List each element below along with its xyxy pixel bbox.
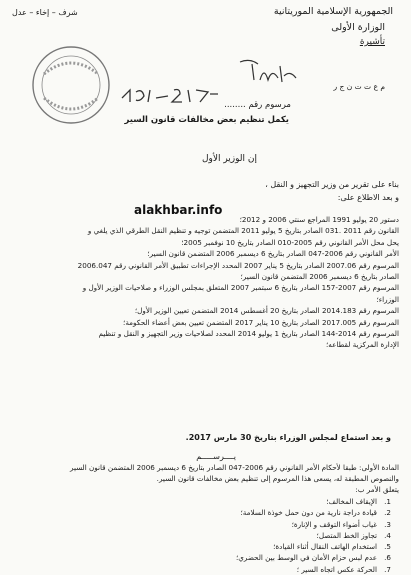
item-text: تجاوز الخط المتصل؛ bbox=[316, 530, 377, 540]
list-item bbox=[236, 496, 391, 507]
visa-label: تأشيرة bbox=[359, 37, 385, 47]
reference-code: م ع ت ت ن ج ر bbox=[333, 82, 385, 91]
list-item: دستور 20 يوليو 1991 المراجع سنتي 2006 و 2012؛ bbox=[239, 215, 399, 224]
list-item bbox=[236, 530, 391, 541]
item-number: 6. bbox=[384, 553, 391, 563]
list-item: المرسوم رقم 2017.005 الصادر بتاريخ 10 يناير 2017 المتضمن تعيين بعض أعضاء الحكومة؛ bbox=[123, 317, 399, 327]
ministry-name: الوزارة الأولى bbox=[331, 22, 385, 33]
item-text: الحركة عكس اتجاه السير ؛ bbox=[296, 564, 377, 574]
item-number: 4. bbox=[384, 530, 391, 540]
republic-name: الجمهورية الإسلامية الموريتانية bbox=[273, 6, 393, 17]
list-item bbox=[236, 507, 391, 518]
list-item bbox=[236, 541, 391, 552]
article-one bbox=[11, 462, 399, 484]
item-number: 2. bbox=[384, 508, 391, 518]
proposal-line: بناء على تقرير من وزير التجهيز و النقل ، bbox=[265, 180, 399, 189]
list-item: الصادر بتاريخ 6 ديسمبر 2006 المتضمن قانون السير؛ bbox=[240, 272, 399, 282]
item-text: قيادة دراجة نارية من دون حمل خوذة السلامة؛ bbox=[240, 508, 377, 518]
concerns-line: يتعلق الأمر ب: bbox=[355, 485, 399, 494]
item-number: 3. bbox=[384, 519, 391, 529]
list-item: المرسوم رقم 2007-157 الصادر بتاريخ 6 سبتمبر 2007 المتعلق بمجلس الوزراء و صلاحيات الوزير الأول و bbox=[82, 283, 399, 293]
decree-separator: يــــرســـــم bbox=[196, 452, 236, 461]
item-number: 5. bbox=[384, 542, 391, 552]
item-text: عدم لبس حزام الأمان في الوسط بين الحضري؛ bbox=[235, 553, 377, 563]
prime-minister-heading: إن الوزير الأول bbox=[201, 154, 257, 164]
article-one-line: والنصوص المطبقة له، يسعى هذا المرسوم إلى تنظيم بعض مخالفات قانون السير. bbox=[156, 474, 399, 483]
decree-number: مرسوم رقم ........ bbox=[224, 100, 291, 110]
site-watermark: alakhbar.info bbox=[134, 203, 223, 217]
item-text: استخدام الهاتف النقال أثناء القيادة؛ bbox=[273, 542, 377, 552]
legal-references-list bbox=[9, 214, 399, 351]
list-item: المرسوم رقم 2014.183 الصادر بتاريخ 20 أغسطس 2014 المتضمن تعيين الوزير الأول؛ bbox=[134, 306, 399, 316]
list-item: الوزراء؛ bbox=[376, 294, 399, 304]
violations-list bbox=[236, 496, 391, 575]
list-item: الأمر القانوني رقم 2006-047 الصادر بتاريخ 6 ديسمبر 2006 المتضمن قانون السير؛ bbox=[147, 249, 399, 259]
handwritten-number bbox=[118, 84, 220, 106]
national-motto: شرف – إخاء – عدل bbox=[12, 8, 78, 17]
signature-mark bbox=[238, 56, 300, 86]
list-item: الإدارة المركزية لقطاعه؛ bbox=[326, 340, 399, 350]
list-item: يحل محل الأمر القانوني رقم 2005-010 الصادر بتاريخ 10 نوفمبر 2005؛ bbox=[181, 237, 399, 247]
item-text: غياب أضواء التوقف و الإنارة؛ bbox=[291, 519, 377, 529]
list-item: المرسوم رقم 2014-144 الصادر بتاريخ 1 يوليو 2014 المحدد لصلاحيات وزير التجهيز و النقل و تنظيم bbox=[98, 329, 399, 339]
list-item bbox=[236, 519, 391, 530]
list-item bbox=[236, 564, 391, 575]
council-consultation-line: و بعد استماع لمجلس الوزراء بتاريخ 30 مارس 2017. bbox=[185, 433, 391, 442]
official-stamp bbox=[30, 44, 112, 126]
item-number: 1. bbox=[384, 497, 391, 506]
list-item: المرسوم رقم 2007.06 الصادر بتاريخ 5 يناير 2007 المحدد الإجراءات تطبيق الأمر القانوني رقم 2006.047 bbox=[77, 260, 399, 270]
item-number: 7. bbox=[384, 564, 391, 574]
list-item: القانون رقم 2011 .031 الصادر بتاريخ 5 يوليو 2011 المتضمن توجيه و تنظيم النقل الطرقي الذي يلغي و bbox=[87, 226, 399, 236]
decree-title: يكمل تنظيم بعض مخالفات قانون السير bbox=[124, 115, 289, 125]
item-text: الإيقاف المخالف؛ bbox=[326, 497, 377, 506]
list-item bbox=[236, 552, 391, 563]
article-one-line: المادة الأولى: طبقا لأحكام الأمر القانوني رقم 2006-047 الصادر بتاريخ 6 ديسمبر 2006 المتضمن قانون السير bbox=[69, 463, 399, 472]
review-line: و بعد الاطلاع على: bbox=[337, 193, 399, 202]
